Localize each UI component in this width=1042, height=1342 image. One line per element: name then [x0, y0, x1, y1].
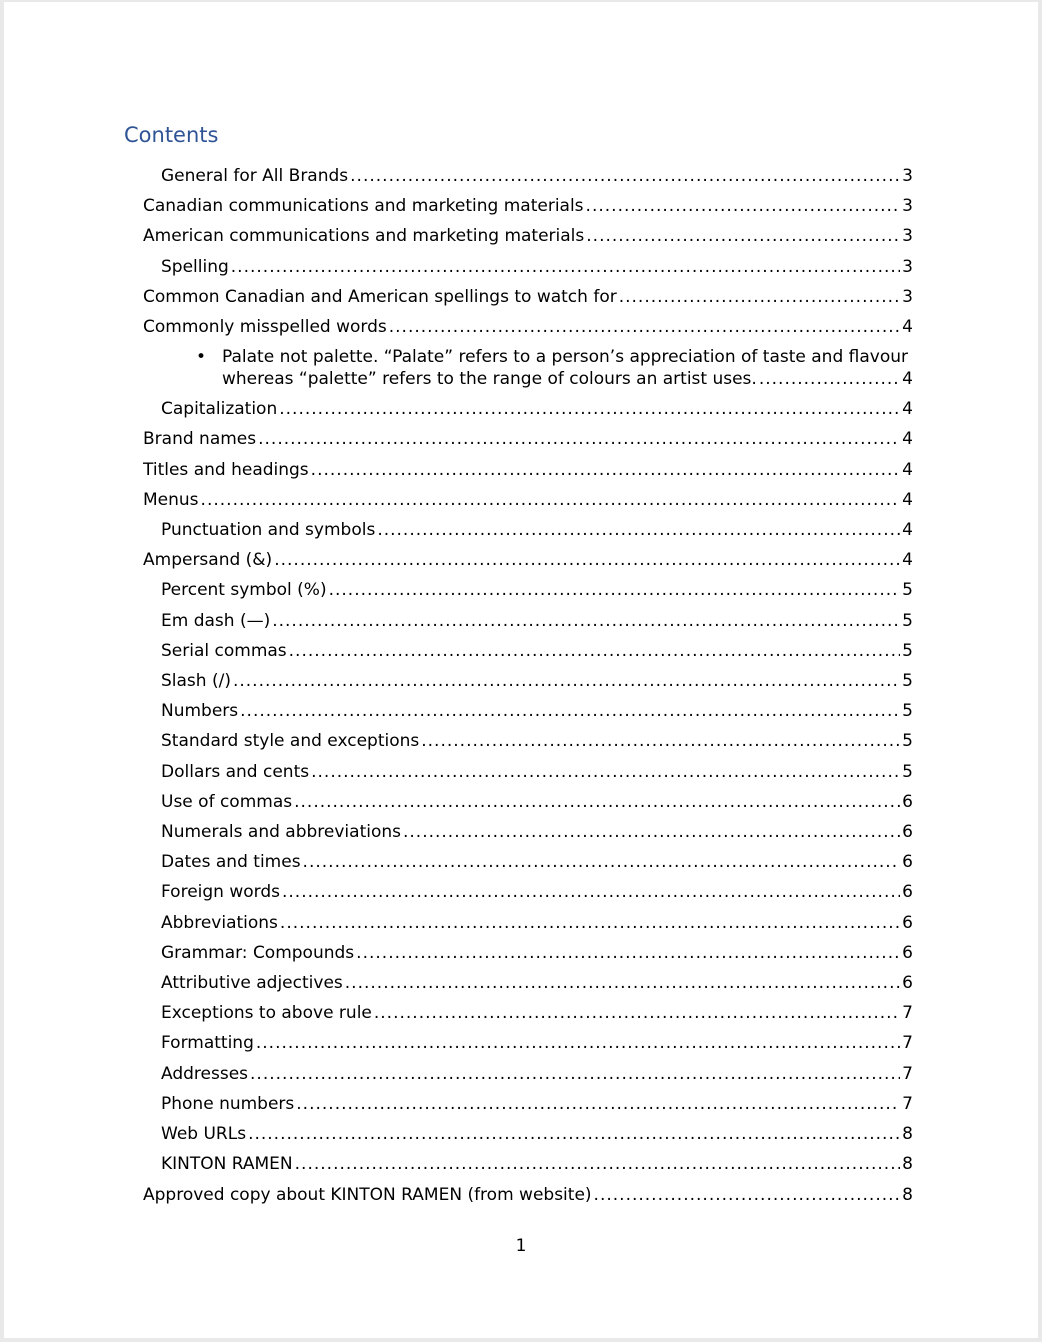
dot-leader — [272, 606, 900, 636]
dot-leader — [274, 545, 900, 575]
toc-entry[interactable] — [161, 757, 913, 787]
toc-entry-page: 6 — [902, 822, 913, 843]
toc-entry-page: 5 — [902, 671, 913, 692]
toc-entry[interactable] — [143, 221, 913, 251]
toc-entry[interactable] — [161, 636, 913, 666]
dot-leader — [586, 191, 901, 221]
toc-entry-title-continued: whereas “palette” refers to the range of colours an artist uses. — [222, 369, 757, 390]
dot-leader — [280, 908, 900, 938]
dot-leader — [594, 1180, 901, 1210]
toc-entry-page: 7 — [902, 1063, 913, 1084]
dot-leader — [248, 1119, 900, 1149]
toc-entry-page: 4 — [902, 429, 913, 450]
toc-entry-title: Spelling — [161, 256, 229, 277]
toc-entry-page: 8 — [902, 1154, 913, 1175]
dot-leader — [233, 666, 900, 696]
toc-entry-title: Numerals and abbreviations — [161, 822, 401, 843]
toc-entry-title: Approved copy about KINTON RAMEN (from website) — [143, 1184, 592, 1205]
dot-leader — [586, 221, 900, 251]
toc-entry-page: 5 — [902, 731, 913, 752]
toc-entry-page: 4 — [902, 369, 913, 390]
toc-entry[interactable] — [161, 666, 913, 696]
toc-entry-title: Dollars and cents — [161, 761, 310, 782]
toc-entry-title: Addresses — [161, 1063, 249, 1084]
toc-entry[interactable] — [161, 1089, 913, 1119]
dot-leader — [759, 368, 900, 390]
toc-entry[interactable] — [161, 1149, 913, 1179]
dot-leader — [289, 636, 901, 666]
toc-entry[interactable] — [143, 312, 913, 342]
toc-entry-page: 6 — [902, 852, 913, 873]
toc-entry-page: 3 — [902, 226, 913, 247]
toc-entry-title: Capitalization — [161, 399, 278, 420]
dot-leader — [279, 394, 900, 424]
dot-leader — [389, 312, 900, 342]
toc-entry-page: 5 — [902, 701, 913, 722]
dot-leader — [295, 1149, 901, 1179]
toc-entry-line2 — [222, 368, 913, 390]
toc-entry-title: Brand names — [143, 429, 257, 450]
toc-entry[interactable] — [161, 252, 913, 282]
dot-leader — [350, 161, 900, 191]
toc-entry-page: 4 — [902, 489, 913, 510]
toc-entry-page: 8 — [902, 1124, 913, 1145]
toc-entry[interactable] — [143, 1180, 913, 1210]
toc-entry-title: Canadian communications and marketing materials — [143, 196, 584, 217]
toc-entry-page: 4 — [902, 520, 913, 541]
toc-entry-title: Phone numbers — [161, 1093, 295, 1114]
toc-entry-title: Web URLs — [161, 1124, 247, 1145]
dot-leader — [258, 424, 900, 454]
dot-leader — [201, 485, 901, 515]
toc-entry-title: Exceptions to above rule — [161, 1003, 372, 1024]
dot-leader — [311, 455, 901, 485]
toc-entry-page: 7 — [902, 1003, 913, 1024]
toc-entry-title: Use of commas — [161, 791, 293, 812]
toc-entry[interactable] — [143, 282, 913, 312]
toc-entry-page: 6 — [902, 942, 913, 963]
toc-entry-title: Formatting — [161, 1033, 254, 1054]
toc-entry[interactable] — [161, 696, 913, 726]
toc-entry[interactable] — [161, 938, 913, 968]
toc-entry[interactable] — [161, 877, 913, 907]
toc-entry-page: 5 — [902, 580, 913, 601]
dot-leader — [294, 787, 900, 817]
toc-entry-title: Serial commas — [161, 640, 287, 661]
dot-leader — [403, 817, 900, 847]
toc-entry-page: 4 — [902, 317, 913, 338]
toc-entry[interactable] — [143, 455, 913, 485]
toc-entry[interactable] — [161, 908, 913, 938]
toc-entry[interactable] — [143, 424, 913, 454]
toc-entry[interactable] — [161, 1119, 913, 1149]
toc-entry[interactable] — [161, 1028, 913, 1058]
dot-leader — [231, 252, 900, 282]
toc-entry-title: Slash (/) — [161, 671, 231, 692]
toc-entry[interactable] — [161, 1059, 913, 1089]
toc-entry-page: 5 — [902, 761, 913, 782]
toc-entry[interactable] — [161, 575, 913, 605]
toc-entry-page: 3 — [902, 166, 913, 186]
toc-entry-page: 4 — [902, 550, 913, 571]
toc-entry-title: Dates and times — [161, 852, 301, 873]
toc-entry-title: Numbers — [161, 701, 239, 722]
toc-entry-page: 4 — [902, 459, 913, 480]
toc-entry-title: Menus — [143, 489, 199, 510]
toc-entry-page: 6 — [902, 912, 913, 933]
toc-entry-title: Titles and headings — [143, 459, 309, 480]
toc-entry[interactable] — [143, 545, 913, 575]
page-number: 1 — [515, 1236, 527, 1256]
toc-entry-page: 6 — [902, 882, 913, 903]
bullet-icon: • — [196, 347, 207, 368]
toc-entry-title: Foreign words — [161, 882, 280, 903]
toc-entry-title: Punctuation and symbols — [161, 520, 376, 541]
toc-entry-page: 3 — [902, 286, 913, 307]
toc-entry-page: 6 — [902, 973, 913, 994]
dot-leader — [421, 726, 900, 756]
toc-entry-title: Attributive adjectives — [161, 973, 343, 994]
dot-leader — [377, 515, 900, 545]
dot-leader — [311, 757, 900, 787]
toc-entry-page: 4 — [902, 399, 913, 420]
toc-entry[interactable] — [161, 998, 913, 1028]
toc-entry[interactable] — [196, 342, 913, 394]
dot-leader — [619, 282, 900, 312]
toc-entry-page: 6 — [902, 791, 913, 812]
toc-entry-title: Abbreviations — [161, 912, 278, 933]
toc-entry-title: Common Canadian and American spellings to watch for — [143, 286, 617, 307]
toc-entry-title: Commonly misspelled words — [143, 317, 387, 338]
document-page — [4, 2, 1038, 1338]
toc-entry[interactable] — [161, 606, 913, 636]
dot-leader — [303, 847, 901, 877]
toc-entry[interactable] — [161, 161, 913, 191]
table-of-contents — [4, 161, 1038, 1210]
toc-entry[interactable] — [161, 515, 913, 545]
dot-leader — [250, 1059, 900, 1089]
toc-entry-title: Standard style and exceptions — [161, 731, 420, 752]
toc-entry-page: 7 — [902, 1033, 913, 1054]
dot-leader — [329, 575, 901, 605]
toc-entry-page: 3 — [902, 196, 913, 217]
toc-entry-title: Ampersand (&) — [143, 550, 273, 571]
dot-leader — [282, 877, 900, 907]
dot-leader — [256, 1028, 900, 1058]
dot-leader — [374, 998, 900, 1028]
dot-leader — [240, 696, 900, 726]
toc-entry[interactable] — [161, 847, 913, 877]
toc-entry-title: Percent symbol (%) — [161, 580, 327, 601]
toc-entry-title: Em dash (—) — [161, 610, 271, 631]
toc-entry[interactable] — [161, 394, 913, 424]
toc-entry-page: 8 — [902, 1184, 913, 1205]
toc-entry-page: 7 — [902, 1093, 913, 1114]
contents-heading: Contents — [124, 123, 219, 147]
toc-entry-page: 5 — [902, 610, 913, 631]
toc-entry[interactable] — [161, 968, 913, 998]
dot-leader — [345, 968, 900, 998]
toc-entry[interactable] — [143, 191, 913, 221]
dot-leader — [356, 938, 900, 968]
toc-entry[interactable] — [161, 787, 913, 817]
toc-entry-title: Grammar: Compounds — [161, 942, 355, 963]
toc-entry[interactable] — [143, 485, 913, 515]
toc-entry[interactable] — [161, 817, 913, 847]
toc-entry-page: 5 — [902, 640, 913, 661]
toc-entry-title: General for All Brands — [161, 166, 349, 186]
toc-entry-page: 3 — [902, 256, 913, 277]
toc-entry-title: American communications and marketing materials — [143, 226, 585, 247]
toc-entry[interactable] — [161, 726, 913, 756]
toc-entry-title: Palate not palette. “Palate” refers to a person’s appreciation of taste and flavour — [222, 347, 908, 368]
dot-leader — [296, 1089, 900, 1119]
toc-entry-title: KINTON RAMEN — [161, 1154, 293, 1175]
